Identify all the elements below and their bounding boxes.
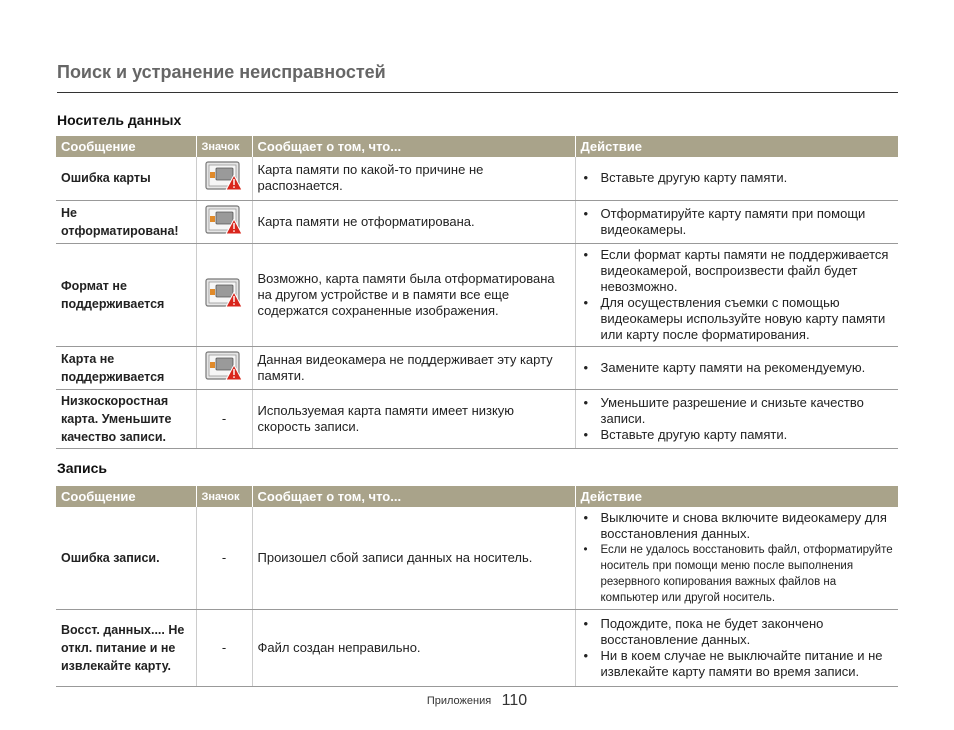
section-title-recording: Запись	[57, 460, 108, 476]
row-reports: Карта памяти не отформатирована.	[252, 200, 575, 243]
row-reports: Карта памяти по какой-то причине не распознается.	[252, 157, 575, 200]
row-message: Ошибка записи.	[56, 507, 196, 609]
memory-card-warning-icon	[205, 350, 243, 386]
action-item: • Подождите, пока не будет закончено восстановление данных.	[581, 616, 894, 648]
action-item: • Вставьте другую карту памяти.	[581, 170, 894, 186]
table-row	[56, 609, 898, 686]
table-header-row	[56, 136, 898, 157]
action-item: • Замените карту памяти на рекомендуемую.	[581, 360, 894, 376]
action-item: • Ни в коем случае не выключайте питание и не извлекайте карту памяти во время записи.	[581, 648, 894, 680]
table-row	[56, 157, 898, 200]
table-row	[56, 389, 898, 448]
footer-section-label: Приложения	[426, 695, 492, 707]
action-item: • Уменьшите разрешение и снизьте качество записи.	[581, 395, 894, 427]
header-reports: Сообщает о том, что...	[252, 486, 575, 507]
header-icon: Значок	[196, 486, 252, 507]
page-footer	[0, 692, 954, 710]
header-action: Действие	[575, 486, 898, 507]
header-reports: Сообщает о том, что...	[252, 136, 575, 157]
memory-card-warning-icon	[205, 160, 243, 196]
row-reports: Используемая карта памяти имеет низкую скорость записи.	[252, 389, 575, 448]
header-icon: Значок	[196, 136, 252, 157]
header-message: Сообщение	[56, 486, 196, 507]
action-item: • Если не удалось восстановить файл, отформатируйте носитель при помощи меню после выполнения резервного копирования важных файлов на компьютер или другой носитель.	[581, 542, 894, 606]
table-row	[56, 200, 898, 243]
action-item: • Выключите и снова включите видеокамеру для восстановления данных.	[581, 510, 894, 542]
row-icon-placeholder: -	[196, 389, 252, 448]
title-divider	[57, 92, 898, 93]
action-item: • Для осуществления съемки с помощью видеокамеры используйте новую карту памяти или карту после форматирования.	[581, 295, 894, 343]
row-reports: Произошел сбой записи данных на носитель.	[252, 507, 575, 609]
memory-card-warning-icon	[205, 277, 243, 313]
row-message: Ошибка карты	[56, 157, 196, 200]
header-message: Сообщение	[56, 136, 196, 157]
table-row	[56, 507, 898, 609]
row-reports: Возможно, карта памяти была отформатирована на другом устройстве и в памяти все еще содержатся сохраненные изображения.	[252, 243, 575, 346]
action-item: • Отформатируйте карту памяти при помощи видеокамеры.	[581, 206, 894, 238]
table-row	[56, 243, 898, 346]
action-item: • Если формат карты памяти не поддерживается видеокамерой, воспроизвести файл будет невозможно.	[581, 247, 894, 295]
row-icon-placeholder: -	[196, 507, 252, 609]
section-title-storage: Носитель данных	[57, 112, 182, 128]
table-row	[56, 346, 898, 389]
row-message: Не отформатирована!	[56, 200, 196, 243]
row-icon-placeholder: -	[196, 609, 252, 686]
row-reports: Файл создан неправильно.	[252, 609, 575, 686]
recording-table	[56, 486, 898, 687]
row-message: Восст. данных.... Не откл. питание и не извлекайте карту.	[56, 609, 196, 686]
row-message: Низкоскоростная карта. Уменьшите качество записи.	[56, 389, 196, 448]
storage-table	[56, 136, 898, 449]
header-action: Действие	[575, 136, 898, 157]
memory-card-warning-icon	[205, 204, 243, 240]
row-reports: Данная видеокамера не поддерживает эту карту памяти.	[252, 346, 575, 389]
action-item: • Вставьте другую карту памяти.	[581, 427, 894, 443]
row-message: Карта не поддерживается	[56, 346, 196, 389]
page-title: Поиск и устранение неисправностей	[57, 62, 386, 82]
table-header-row	[56, 486, 898, 507]
page-number: 110	[501, 692, 528, 709]
row-message: Формат не поддерживается	[56, 243, 196, 346]
